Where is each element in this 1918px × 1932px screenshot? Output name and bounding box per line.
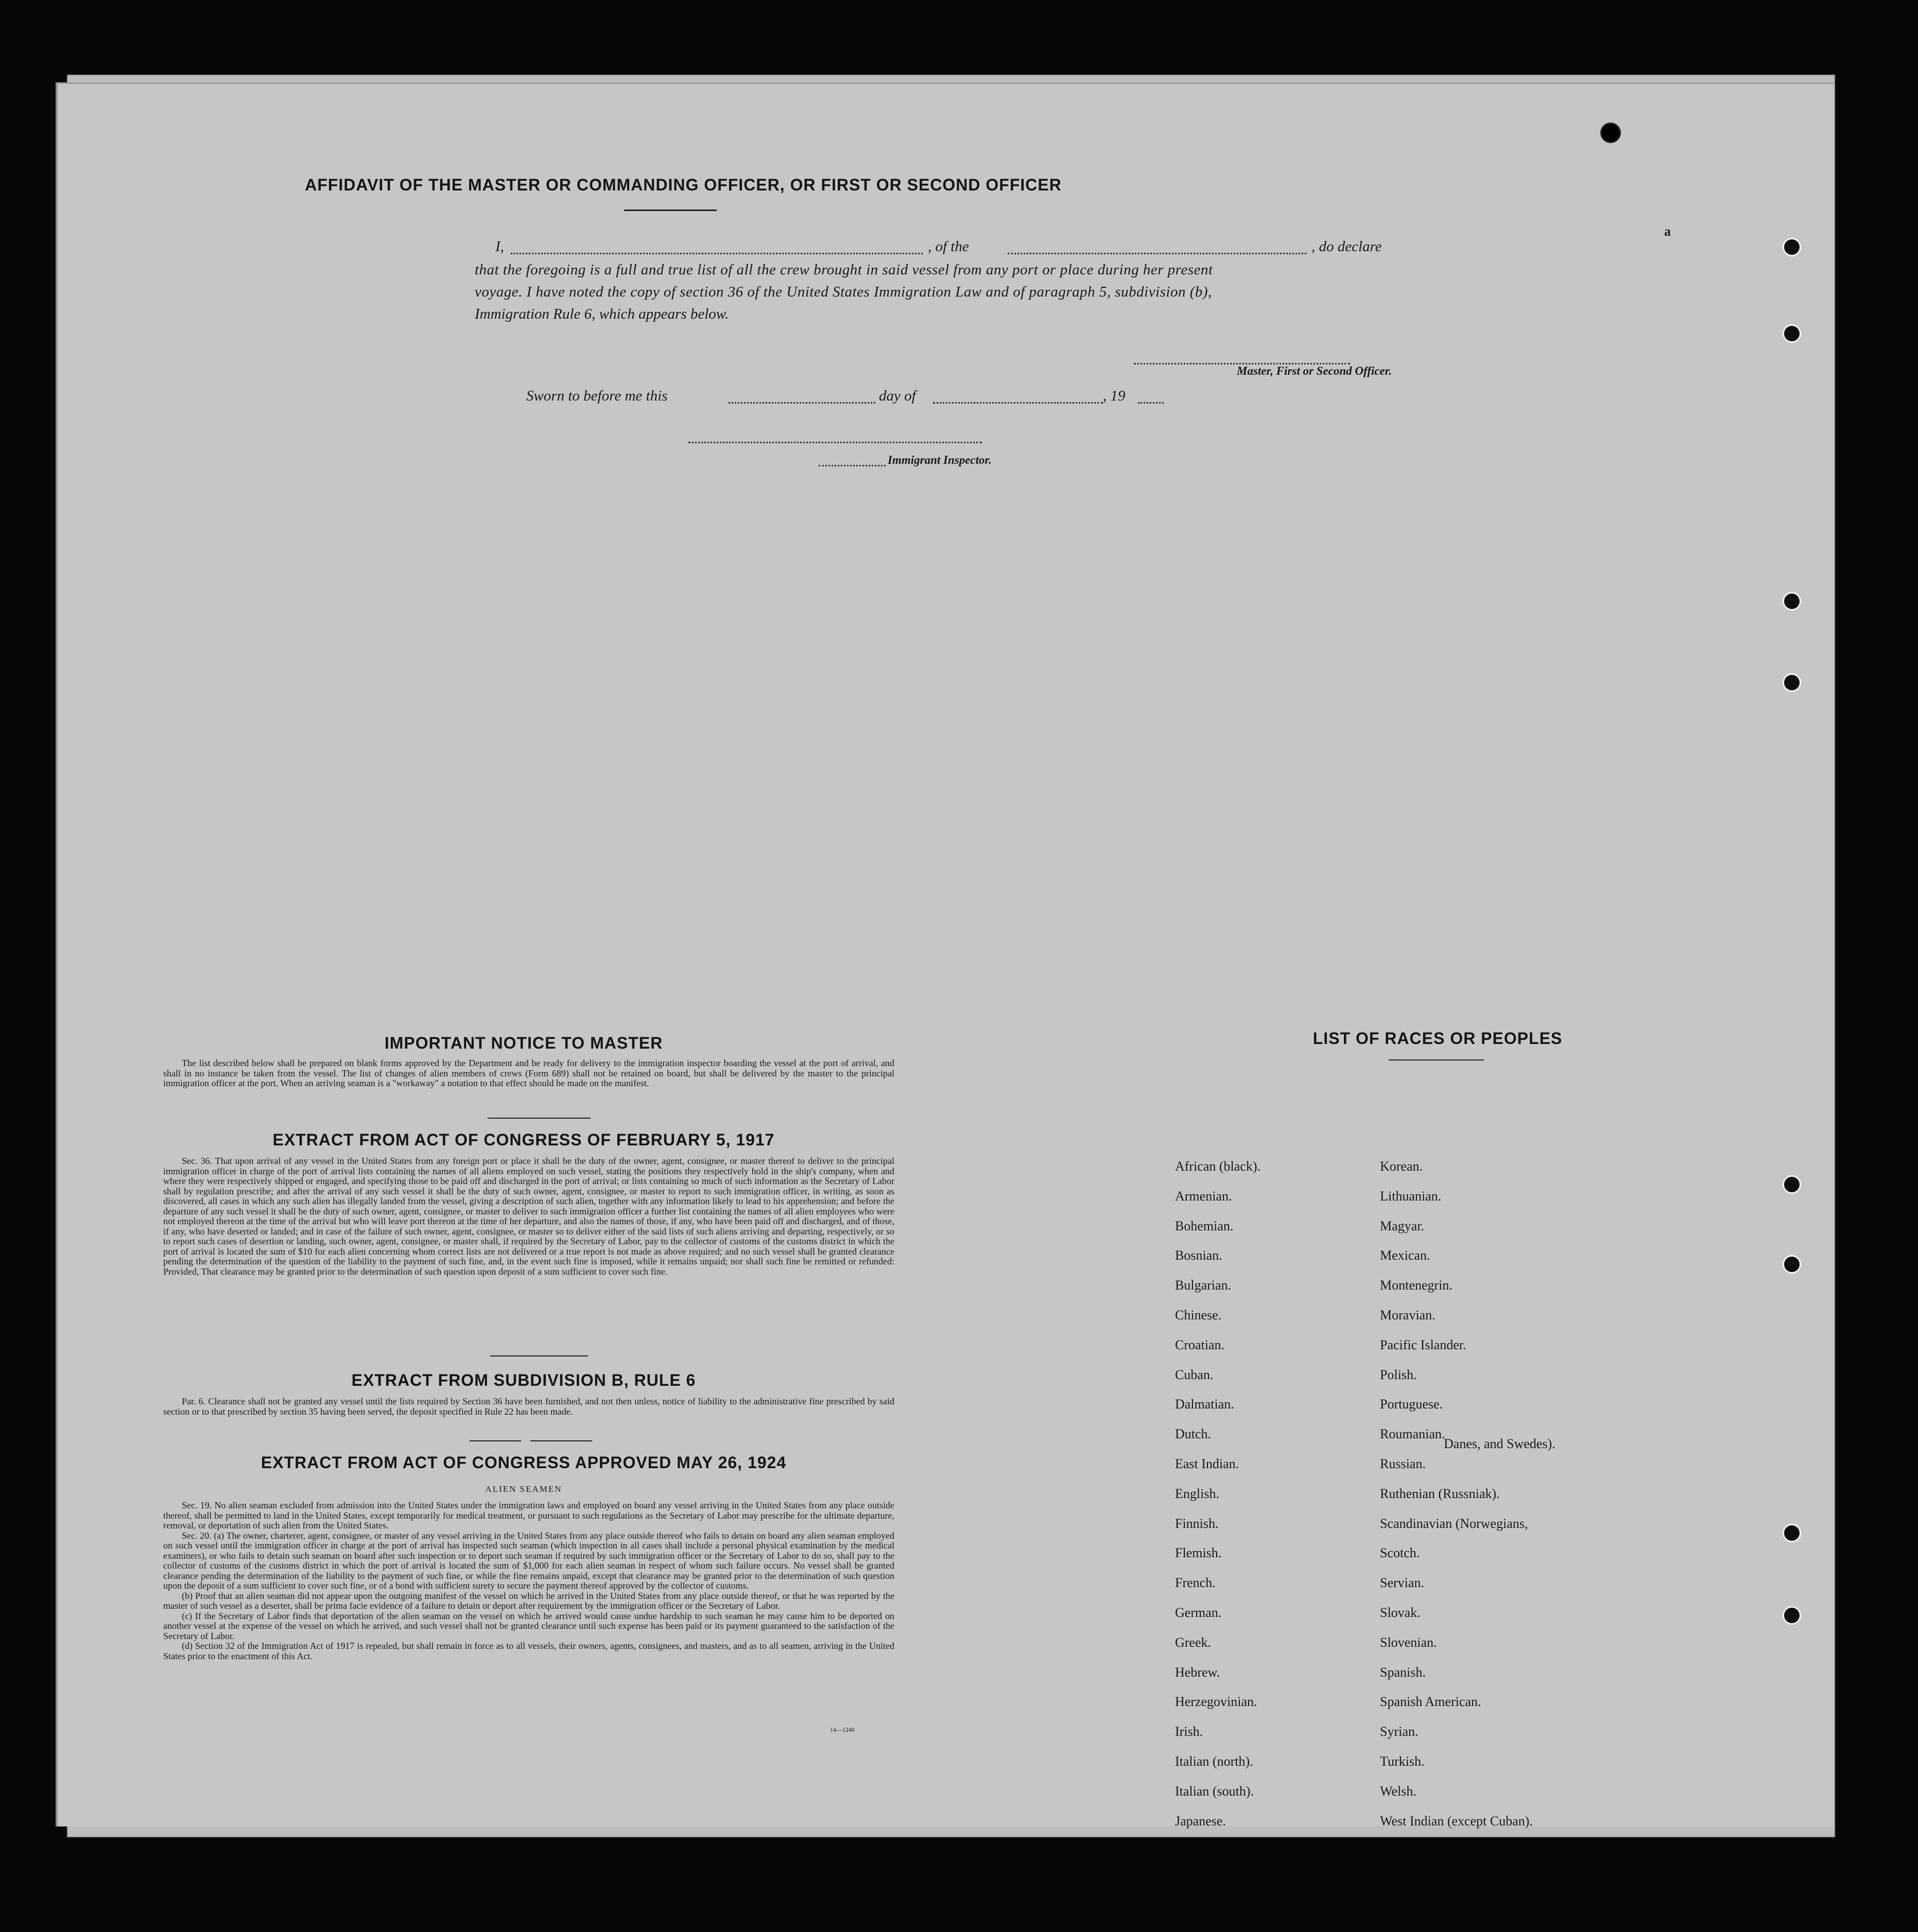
document-page <box>56 82 1834 1829</box>
race-item-right: Lithuanian. <box>1380 1189 1442 1204</box>
affidavit-line-3: voyage. I have noted the copy of section 36 of the United States Immigration Law and of paragraph 5, subdivision (b), <box>475 284 1212 300</box>
race-item-right: Slovak. <box>1380 1605 1421 1620</box>
notice-text <box>163 1058 894 1089</box>
race-item-right: Ruthenian (Russniak). <box>1380 1486 1500 1501</box>
notice-paragraph: The list described below shall be prepared on blank forms approved by the Department and be ready for delivery to the immigration inspector boarding the vessel at the port of arrival, and shall in no instance be taken from the vessel. The list of changes of alien members of crews (Form 689) shall not be retained on board, but shall be delivered by the master to the principal immigration officer at the port. When an arriving seaman is a "workaway" a notation to that effect should be made on the manifest. <box>163 1058 894 1088</box>
extract-1917-text <box>163 1156 894 1277</box>
race-item-right: Polish. <box>1380 1367 1417 1382</box>
race-item-left: Irish. <box>1175 1724 1203 1739</box>
binder-hole <box>1783 592 1801 611</box>
race-item-right: Roumanian. <box>1380 1426 1445 1441</box>
binder-hole <box>1783 1606 1801 1625</box>
races-title: LIST OF RACES OR PEOPLES <box>1312 1029 1563 1048</box>
race-item-right: Scotch. <box>1380 1545 1420 1560</box>
race-item-left: East Indian. <box>1175 1456 1239 1471</box>
race-item-left: Hebrew. <box>1175 1665 1220 1680</box>
race-item-left: Croatian. <box>1175 1337 1225 1352</box>
extract-1924-text <box>163 1501 894 1661</box>
year-label: , 19 <box>1103 388 1126 404</box>
sec-20d-paragraph: (d) Section 32 of the Immigration Act of 1917 is repealed, but shall remain in force as to all vessels, their owners, agents, consignees, and masters, and as to all seamen, arriving in the United States prior to the enactment of this Act. <box>163 1641 894 1661</box>
vessel-line <box>1008 253 1306 254</box>
race-item-left: Herzegovinian. <box>1175 1694 1257 1709</box>
margin-fragment: a <box>1664 224 1671 239</box>
inspector-label: Immigrant Inspector. <box>888 454 992 466</box>
race-item-right: Russian. <box>1380 1456 1426 1471</box>
race-item-right: Syrian. <box>1380 1724 1419 1739</box>
extract-rule6-paragraph: Par. 6. Clearance shall not be granted any vessel until the lists required by Section 36 have been furnished, and not then unless, notice of liability to the administrative fine prescribed by said section or to that prescribed by section 35 having been served, the deposit specified in Rule 22 has been made. <box>163 1396 894 1417</box>
master-signature-label: Master, First or Second Officer. <box>1237 364 1392 377</box>
binder-hole <box>1783 673 1801 692</box>
binder-hole <box>1783 1255 1801 1274</box>
title-rule <box>624 210 717 211</box>
race-item-right: Turkish. <box>1380 1754 1425 1769</box>
race-item-right: Servian. <box>1380 1575 1424 1590</box>
race-item-left: Cuban. <box>1175 1367 1214 1382</box>
sec-19-paragraph: Sec. 19. No alien seaman excluded from admission into the United States under the immigration laws and employed on board any vessel arriving in the United States from any place outside thereof, shall be permitted to land in the United States, except temporarily for medical treatment, or pursuant to such regulations as the Secretary of Labor may prescribe for the ultimate departure, removal, or deportation of such alien from the United States. <box>163 1500 894 1530</box>
race-item-left: German. <box>1175 1605 1222 1620</box>
race-item-left: Japanese. <box>1175 1814 1226 1829</box>
year-line <box>1138 402 1164 404</box>
race-item-left: Bosnian. <box>1175 1248 1222 1263</box>
affidavit-do-declare: , do declare <box>1311 238 1382 255</box>
extract-1917-paragraph: Sec. 36. That upon arrival of any vessel in the United States from any foreign port or place it shall be the duty of the owner, agent, consignee, or master thereof to deliver to the principal immigration officer in charge of the port of arrival lists containing the names of all aliens employed on such vessel, stating the positions they respectively hold in the ship's company, when and where they were respectively shipped or engaged, and specifying those to be paid off and discharged in the port of arrival; or lists containing so much of such information as the Secretary of Labor shall by regulation prescribe; and after the arrival of any such vessel it shall be the duty of such owner, agent, consignee, or master to report to such immigration officer, in writing, as soon as discovered, all cases in which any such alien has illegally landed from the vessel, giving a description of such alien, together with any information likely to lead to his apprehension; and before the departure of any such vessel it shall be the duty of such owner, agent, consignee, or master to deliver to such immigration officer a further list containing the names of all alien employees who were not employed thereon at the time of the arrival but who will leave port thereon at the time of her departure, and also the names of those, if any, who have been paid off and discharged, and of those, if any, who have deserted or landed; and in case of the failure of such owner, agent, consignee, or master so to deliver either of the said lists of such aliens arriving and departing, respectively, or so to report such cases of desertion or landing, such owner, agent, consignee, or master shall, if required by the Secretary of Labor, pay to the collector of customs of the customs district in which the port of arrival is located the sum of $10 for each alien concerning whom correct lists are not delivered or a true report is not made as above required; and no such vessel shall be granted clearance pending the determination of the question of the liability to the payment of such fine, and, in the event such fine is imposed, while it remains unpaid; nor shall such fine be remitted or refunded: Provided, That clearance may be granted prior to the determination of such question upon deposit of a sum sufficient to cover such fine. <box>163 1156 894 1277</box>
name-line <box>511 253 923 254</box>
inspector-label-line <box>819 465 886 466</box>
binder-hole <box>1783 1175 1801 1194</box>
race-item-right: Welsh. <box>1380 1784 1416 1799</box>
affidavit-line-4: Immigration Rule 6, which appears below. <box>475 306 729 322</box>
race-item-left: Italian (south). <box>1175 1784 1254 1799</box>
binder-hole <box>1600 123 1621 143</box>
race-item-right: Korean. <box>1380 1159 1423 1174</box>
race-item-left: Dutch. <box>1175 1426 1212 1441</box>
race-item-left: African (black). <box>1175 1159 1261 1174</box>
race-item-right: Spanish. <box>1380 1665 1426 1680</box>
extract-1917-title: EXTRACT FROM ACT OF CONGRESS OF FEBRUARY 5, 1917 <box>272 1130 775 1149</box>
affidavit-of-the: , of the <box>928 238 969 255</box>
race-item-left: Bulgarian. <box>1175 1278 1232 1293</box>
affidavit-line-2: that the foregoing is a full and true list of all the crew brought in said vessel from any port or place during her present <box>475 262 1213 278</box>
rule6-rule-left <box>470 1440 521 1441</box>
race-item-continuation: Danes, and Swedes). <box>1444 1436 1556 1451</box>
extract-1924-title: EXTRACT FROM ACT OF CONGRESS APPROVED MAY 26, 1924 <box>261 1453 787 1472</box>
races-rule <box>1389 1059 1484 1060</box>
binder-hole <box>1783 238 1801 256</box>
affidavit-title: AFFIDAVIT OF THE MASTER OR COMMANDING OFFICER, OR FIRST OR SECOND OFFICER <box>305 176 1062 194</box>
race-item-left: Greek. <box>1175 1635 1212 1650</box>
notice-rule <box>488 1118 591 1119</box>
race-item-right: Magyar. <box>1380 1219 1424 1233</box>
race-item-left: Bohemian. <box>1175 1219 1234 1233</box>
extract-rule6-text <box>163 1397 894 1417</box>
race-item-right: Moravian. <box>1380 1308 1436 1322</box>
inspector-signature-line <box>688 442 982 443</box>
race-item-right: Spanish American. <box>1380 1694 1481 1709</box>
race-item-left: French. <box>1175 1575 1216 1590</box>
binder-hole <box>1783 324 1801 343</box>
sec-20a-paragraph: Sec. 20. (a) The owner, charterer, agent, consignee, or master of any vessel arriving in the United States from any place outside thereof who fails to detain on board any alien seaman employed on such vessel until the immigration officer in charge at the port of arrival has inspected such seaman (which inspection in all cases shall include a personal physical examination by the medical examiners), or who fails to detain such seaman on board after such inspection or to deport such seaman if required by such immigration officer or the Secretary of Labor to do so, shall pay to the collector of customs of the customs district in which the port of arrival is located the sum of $1,000 for each alien seaman in respect of whom such failure occurs. No vessel shall be granted clearance pending the determination of the liability to the payment of such fine, or while the fine remains unpaid, except that clearance may be granted prior to the determination of such question upon the deposit of a sum sufficient to cover such fine, or of a bond with sufficient surety to secure the payment thereof approved by the collector of customs. <box>163 1530 894 1591</box>
notice-title: IMPORTANT NOTICE TO MASTER <box>384 1034 663 1052</box>
sworn-day-line <box>729 402 875 404</box>
sworn-label: Sworn to before me this <box>526 388 668 404</box>
race-item-right: Montenegrin. <box>1380 1278 1453 1293</box>
race-item-left: Chinese. <box>1175 1308 1222 1322</box>
race-item-left: Italian (north). <box>1175 1754 1253 1769</box>
race-item-right: West Indian (except Cuban). <box>1380 1814 1533 1829</box>
affidavit-i: I, <box>495 238 504 255</box>
sec-20c-paragraph: (c) If the Secretary of Labor finds that deportation of the alien seaman on the vessel on which he arrived would cause undue hardship to such seaman he may cause him to be deported on another vessel at the expense of the vessel on which he arrived, and such vessel shall not be granted clearance until such expense has been paid or its payment guaranteed to the satisfaction of the Secretary of Labor. <box>163 1610 894 1641</box>
binder-hole <box>1783 1524 1801 1542</box>
race-item-right: Mexican. <box>1380 1248 1430 1263</box>
race-item-left: Flemish. <box>1175 1545 1222 1560</box>
race-item-left: English. <box>1175 1486 1219 1501</box>
race-item-right: Slovenian. <box>1380 1635 1437 1650</box>
extract-1917-rule <box>490 1355 588 1356</box>
day-of-label: day of <box>879 388 916 404</box>
month-line <box>933 402 1103 404</box>
race-item-right: Scandinavian (Norwegians, <box>1380 1516 1528 1531</box>
extract-1924-subtitle: ALIEN SEAMEN <box>485 1484 562 1494</box>
race-item-left: Finnish. <box>1175 1516 1219 1531</box>
rule6-rule-right <box>530 1440 592 1441</box>
sec-20b-paragraph: (b) Proof that an alien seaman did not appear upon the outgoing manifest of the vessel on which he arrived in the United States from any place outside thereof, or that he was reported by the master of such vessel as a deserter, shall be prima facie evidence of a failure to detain or deport after requirement by the immigration officer or the Secretary of Labor. <box>163 1590 894 1611</box>
extract-rule6-title: EXTRACT FROM SUBDIVISION B, RULE 6 <box>351 1371 696 1389</box>
race-item-right: Pacific Islander. <box>1380 1337 1466 1352</box>
race-item-left: Dalmatian. <box>1175 1397 1234 1412</box>
form-number: 14—1240 <box>830 1726 855 1733</box>
race-item-right: Portuguese. <box>1380 1397 1443 1412</box>
race-item-left: Armenian. <box>1175 1189 1232 1204</box>
